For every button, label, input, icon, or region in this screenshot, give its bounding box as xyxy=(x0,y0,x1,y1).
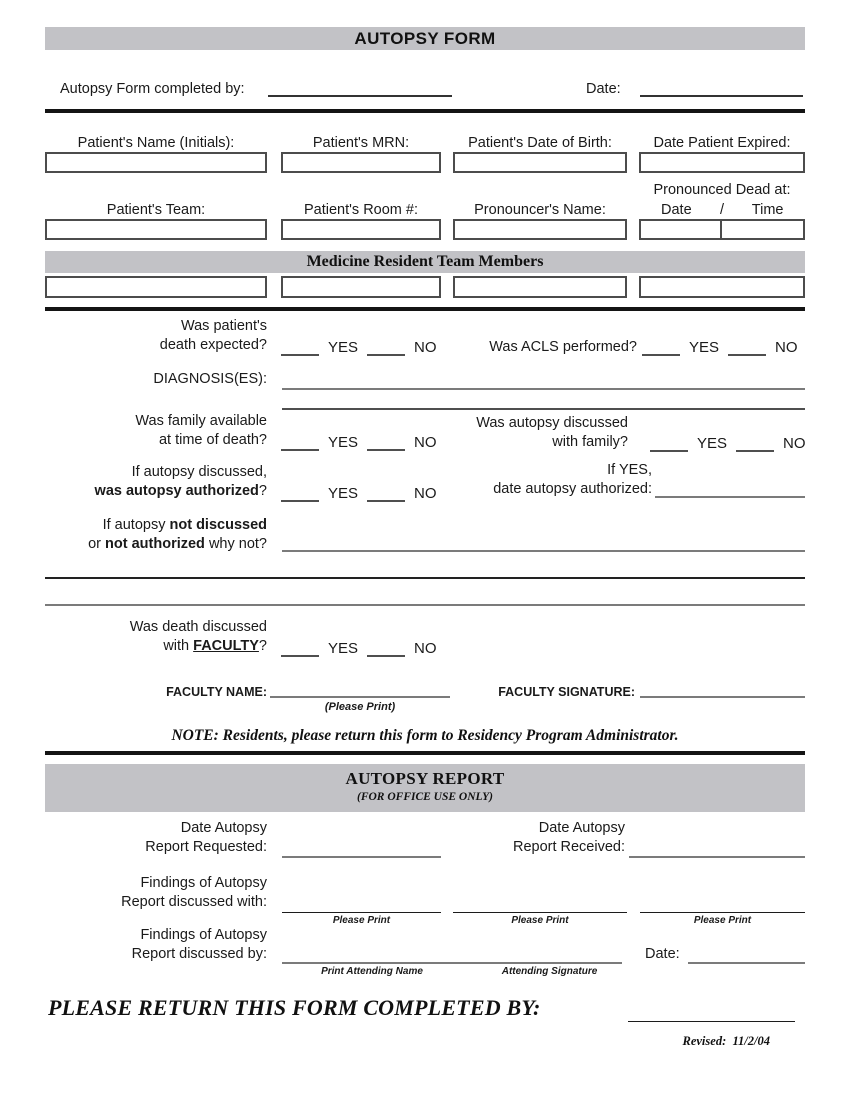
pronounced-date-input[interactable] xyxy=(641,221,722,238)
acls-no-label: NO xyxy=(775,339,798,356)
return-by-line[interactable] xyxy=(628,1005,795,1022)
report-requested-line1: Date Autopsy xyxy=(180,820,267,836)
faculty-qmark: ? xyxy=(258,638,267,654)
family-available-yes-label: YES xyxy=(328,434,359,451)
discussed-with-label xyxy=(45,874,267,912)
section-separator-2 xyxy=(45,604,805,606)
death-expected-line1: Was patient's xyxy=(180,318,267,334)
pronouncer-name-input[interactable] xyxy=(453,219,627,240)
please-print-label-b: Please Print xyxy=(511,915,569,926)
not-discussed-pre1: If autopsy xyxy=(102,517,170,533)
patient-team-label: Patient's Team: xyxy=(106,202,206,218)
if-yes-line2: date autopsy authorized: xyxy=(493,481,652,497)
report-date-line[interactable] xyxy=(688,947,805,964)
top-date-line[interactable] xyxy=(640,80,803,97)
not-discussed-end2: why not? xyxy=(204,536,267,552)
office-use-only-label: (FOR OFFICE USE ONLY) xyxy=(357,791,493,803)
acls-yes-blank[interactable] xyxy=(642,343,680,356)
not-discussed-pre2: or xyxy=(88,536,106,552)
faculty-discussed-yes-blank[interactable] xyxy=(281,644,319,657)
faculty-discussed-line2 xyxy=(45,637,267,656)
patient-dob-label: Patient's Date of Birth: xyxy=(468,135,612,151)
team-members-header: Medicine Resident Team Members xyxy=(306,253,544,270)
not-discussed-line[interactable] xyxy=(282,535,805,552)
patient-mrn-label: Patient's MRN: xyxy=(312,135,410,151)
faculty-please-print-label: (Please Print) xyxy=(324,701,396,713)
pronounced-date-time-box xyxy=(639,219,805,240)
autopsy-discussed-yes-label: YES xyxy=(697,435,728,452)
autopsy-authorized-no-blank[interactable] xyxy=(367,489,405,502)
autopsy-authorized-yesno xyxy=(281,485,437,502)
not-discussed-bold1: not discussed xyxy=(169,517,267,533)
acls-yes-label: YES xyxy=(689,339,720,356)
autopsy-authorized-yes-label: YES xyxy=(328,485,359,502)
team-member-3-input[interactable] xyxy=(453,276,627,298)
faculty-name-label: FACULTY NAME: xyxy=(166,685,267,699)
divider-rule-questions xyxy=(45,307,805,311)
completed-by-line[interactable] xyxy=(268,80,452,97)
date-authorized-line[interactable] xyxy=(655,481,805,498)
top-date-label: Date: xyxy=(586,81,621,97)
patient-room-input[interactable] xyxy=(281,219,441,240)
revised-label: Revised: 11/2/04 xyxy=(682,1034,770,1048)
acls-no-blank[interactable] xyxy=(728,343,766,356)
autopsy-discussed-yes-blank[interactable] xyxy=(650,439,688,452)
death-expected-yes-blank[interactable] xyxy=(281,343,319,356)
discussed-with-line-a[interactable] xyxy=(282,896,441,913)
pronounced-slash: / xyxy=(719,202,724,218)
report-received-line[interactable] xyxy=(629,841,805,858)
patient-team-input[interactable] xyxy=(45,219,267,240)
faculty-discussed-line1: Was death discussed xyxy=(129,619,267,635)
patient-dob-input[interactable] xyxy=(453,152,627,173)
patient-room-label: Patient's Room #: xyxy=(304,202,418,218)
faculty-signature-label: FACULTY SIGNATURE: xyxy=(498,685,635,699)
if-yes-line1: If YES, xyxy=(607,462,652,478)
patient-name-label: Patient's Name (Initials): xyxy=(77,135,235,151)
report-date-label: Date: xyxy=(645,946,680,962)
form-title: AUTOPSY FORM xyxy=(354,29,496,48)
faculty-discussed-no-blank[interactable] xyxy=(367,644,405,657)
acls-label: Was ACLS performed? xyxy=(489,339,637,355)
discussed-with-line1: Findings of Autopsy xyxy=(140,875,267,891)
pronounced-time-label: Time xyxy=(751,202,784,218)
not-discussed-bold2: not authorized xyxy=(105,536,205,552)
autopsy-report-header: AUTOPSY REPORT xyxy=(345,769,505,788)
discussed-with-line2: Report discussed with: xyxy=(121,894,267,910)
family-available-line2: at time of death? xyxy=(158,432,267,448)
autopsy-discussed-no-blank[interactable] xyxy=(736,439,774,452)
section-separator-1 xyxy=(45,577,805,579)
family-available-no-label: NO xyxy=(414,434,437,451)
team-member-4-input[interactable] xyxy=(639,276,805,298)
pronounced-dead-label: Pronounced Dead at: xyxy=(653,182,791,198)
please-print-label-c: Please Print xyxy=(693,915,752,926)
death-expected-no-label: NO xyxy=(414,339,437,356)
discussed-by-line[interactable] xyxy=(282,947,622,964)
print-attending-name-label: Print Attending Name xyxy=(321,966,423,977)
patient-expired-label: Date Patient Expired: xyxy=(653,135,791,151)
report-requested-line2: Report Requested: xyxy=(145,839,267,855)
autopsy-report-header-bar xyxy=(45,764,805,812)
autopsy-authorized-bold: was autopsy authorized xyxy=(94,483,259,499)
faculty-pre: with xyxy=(163,638,194,654)
death-expected-yes-label: YES xyxy=(328,339,359,356)
family-available-yes-blank[interactable] xyxy=(281,438,319,451)
autopsy-authorized-label xyxy=(45,463,267,501)
discussed-with-line-b[interactable] xyxy=(453,896,627,913)
discussed-by-line2: Report discussed by: xyxy=(131,946,267,962)
autopsy-authorized-qmark: ? xyxy=(258,483,267,499)
attending-signature-label: Attending Signature xyxy=(501,966,598,977)
report-received-line1: Date Autopsy xyxy=(538,820,625,836)
death-expected-label xyxy=(45,317,267,355)
faculty-discussed-yesno xyxy=(281,640,437,657)
pronounced-time-input[interactable] xyxy=(722,221,803,238)
team-member-2-input[interactable] xyxy=(281,276,441,298)
autopsy-discussed-label xyxy=(400,414,628,452)
patient-mrn-input[interactable] xyxy=(281,152,441,173)
diagnosis-label: DIAGNOSIS(ES): xyxy=(153,371,267,387)
report-requested-label xyxy=(45,819,267,857)
faculty-discussed-no-label: NO xyxy=(414,640,437,657)
autopsy-discussed-line2: with family? xyxy=(552,434,628,450)
not-discussed-label xyxy=(30,516,267,554)
discussed-with-line-c[interactable] xyxy=(640,896,805,913)
family-available-label xyxy=(45,412,267,450)
faculty-name-line[interactable] xyxy=(270,681,450,698)
faculty-discussed-yes-label: YES xyxy=(328,640,359,657)
please-print-label-a: Please Print xyxy=(332,915,391,926)
autopsy-authorized-yes-blank[interactable] xyxy=(281,489,319,502)
report-received-line2: Report Received: xyxy=(512,839,625,855)
if-yes-label xyxy=(420,461,652,499)
autopsy-authorized-line2 xyxy=(45,482,267,501)
team-member-1-input[interactable] xyxy=(45,276,267,298)
autopsy-discussed-line1: Was autopsy discussed xyxy=(476,415,628,431)
pronounced-date-label: Date xyxy=(661,202,692,218)
not-discussed-line2 xyxy=(30,535,267,554)
residents-note: NOTE: Residents, please return this form to Residency Program Administrator. xyxy=(171,727,679,744)
divider-rule-report xyxy=(45,751,805,755)
autopsy-discussed-yesno xyxy=(650,435,806,452)
completed-by-label: Autopsy Form completed by: xyxy=(60,81,245,97)
patient-expired-input[interactable] xyxy=(639,152,805,173)
diagnosis-line-1[interactable] xyxy=(282,372,805,390)
not-discussed-line1 xyxy=(30,516,267,535)
discussed-by-line1: Findings of Autopsy xyxy=(140,927,267,943)
discussed-by-label xyxy=(45,926,267,964)
diagnosis-line-2[interactable] xyxy=(282,392,805,410)
faculty-discussed-label xyxy=(45,618,267,656)
autopsy-authorized-line1: If autopsy discussed, xyxy=(131,464,267,480)
acls-yesno xyxy=(642,339,798,356)
autopsy-discussed-no-label: NO xyxy=(783,435,806,452)
return-by-label: PLEASE RETURN THIS FORM COMPLETED BY: xyxy=(48,995,541,1020)
faculty-signature-line[interactable] xyxy=(640,681,805,698)
pronounced-date-time-labels xyxy=(639,201,805,220)
form-title-bar xyxy=(45,27,805,50)
death-expected-line2: death expected? xyxy=(159,337,267,353)
faculty-bold: FACULTY xyxy=(193,638,259,654)
pronouncer-name-label: Pronouncer's Name: xyxy=(474,202,606,218)
autopsy-authorized-no-label: NO xyxy=(414,485,437,502)
team-members-header-bar xyxy=(45,251,805,273)
family-available-line1: Was family available xyxy=(135,413,267,429)
report-received-label xyxy=(403,819,625,857)
divider-rule-top xyxy=(45,109,805,113)
patient-name-input[interactable] xyxy=(45,152,267,173)
